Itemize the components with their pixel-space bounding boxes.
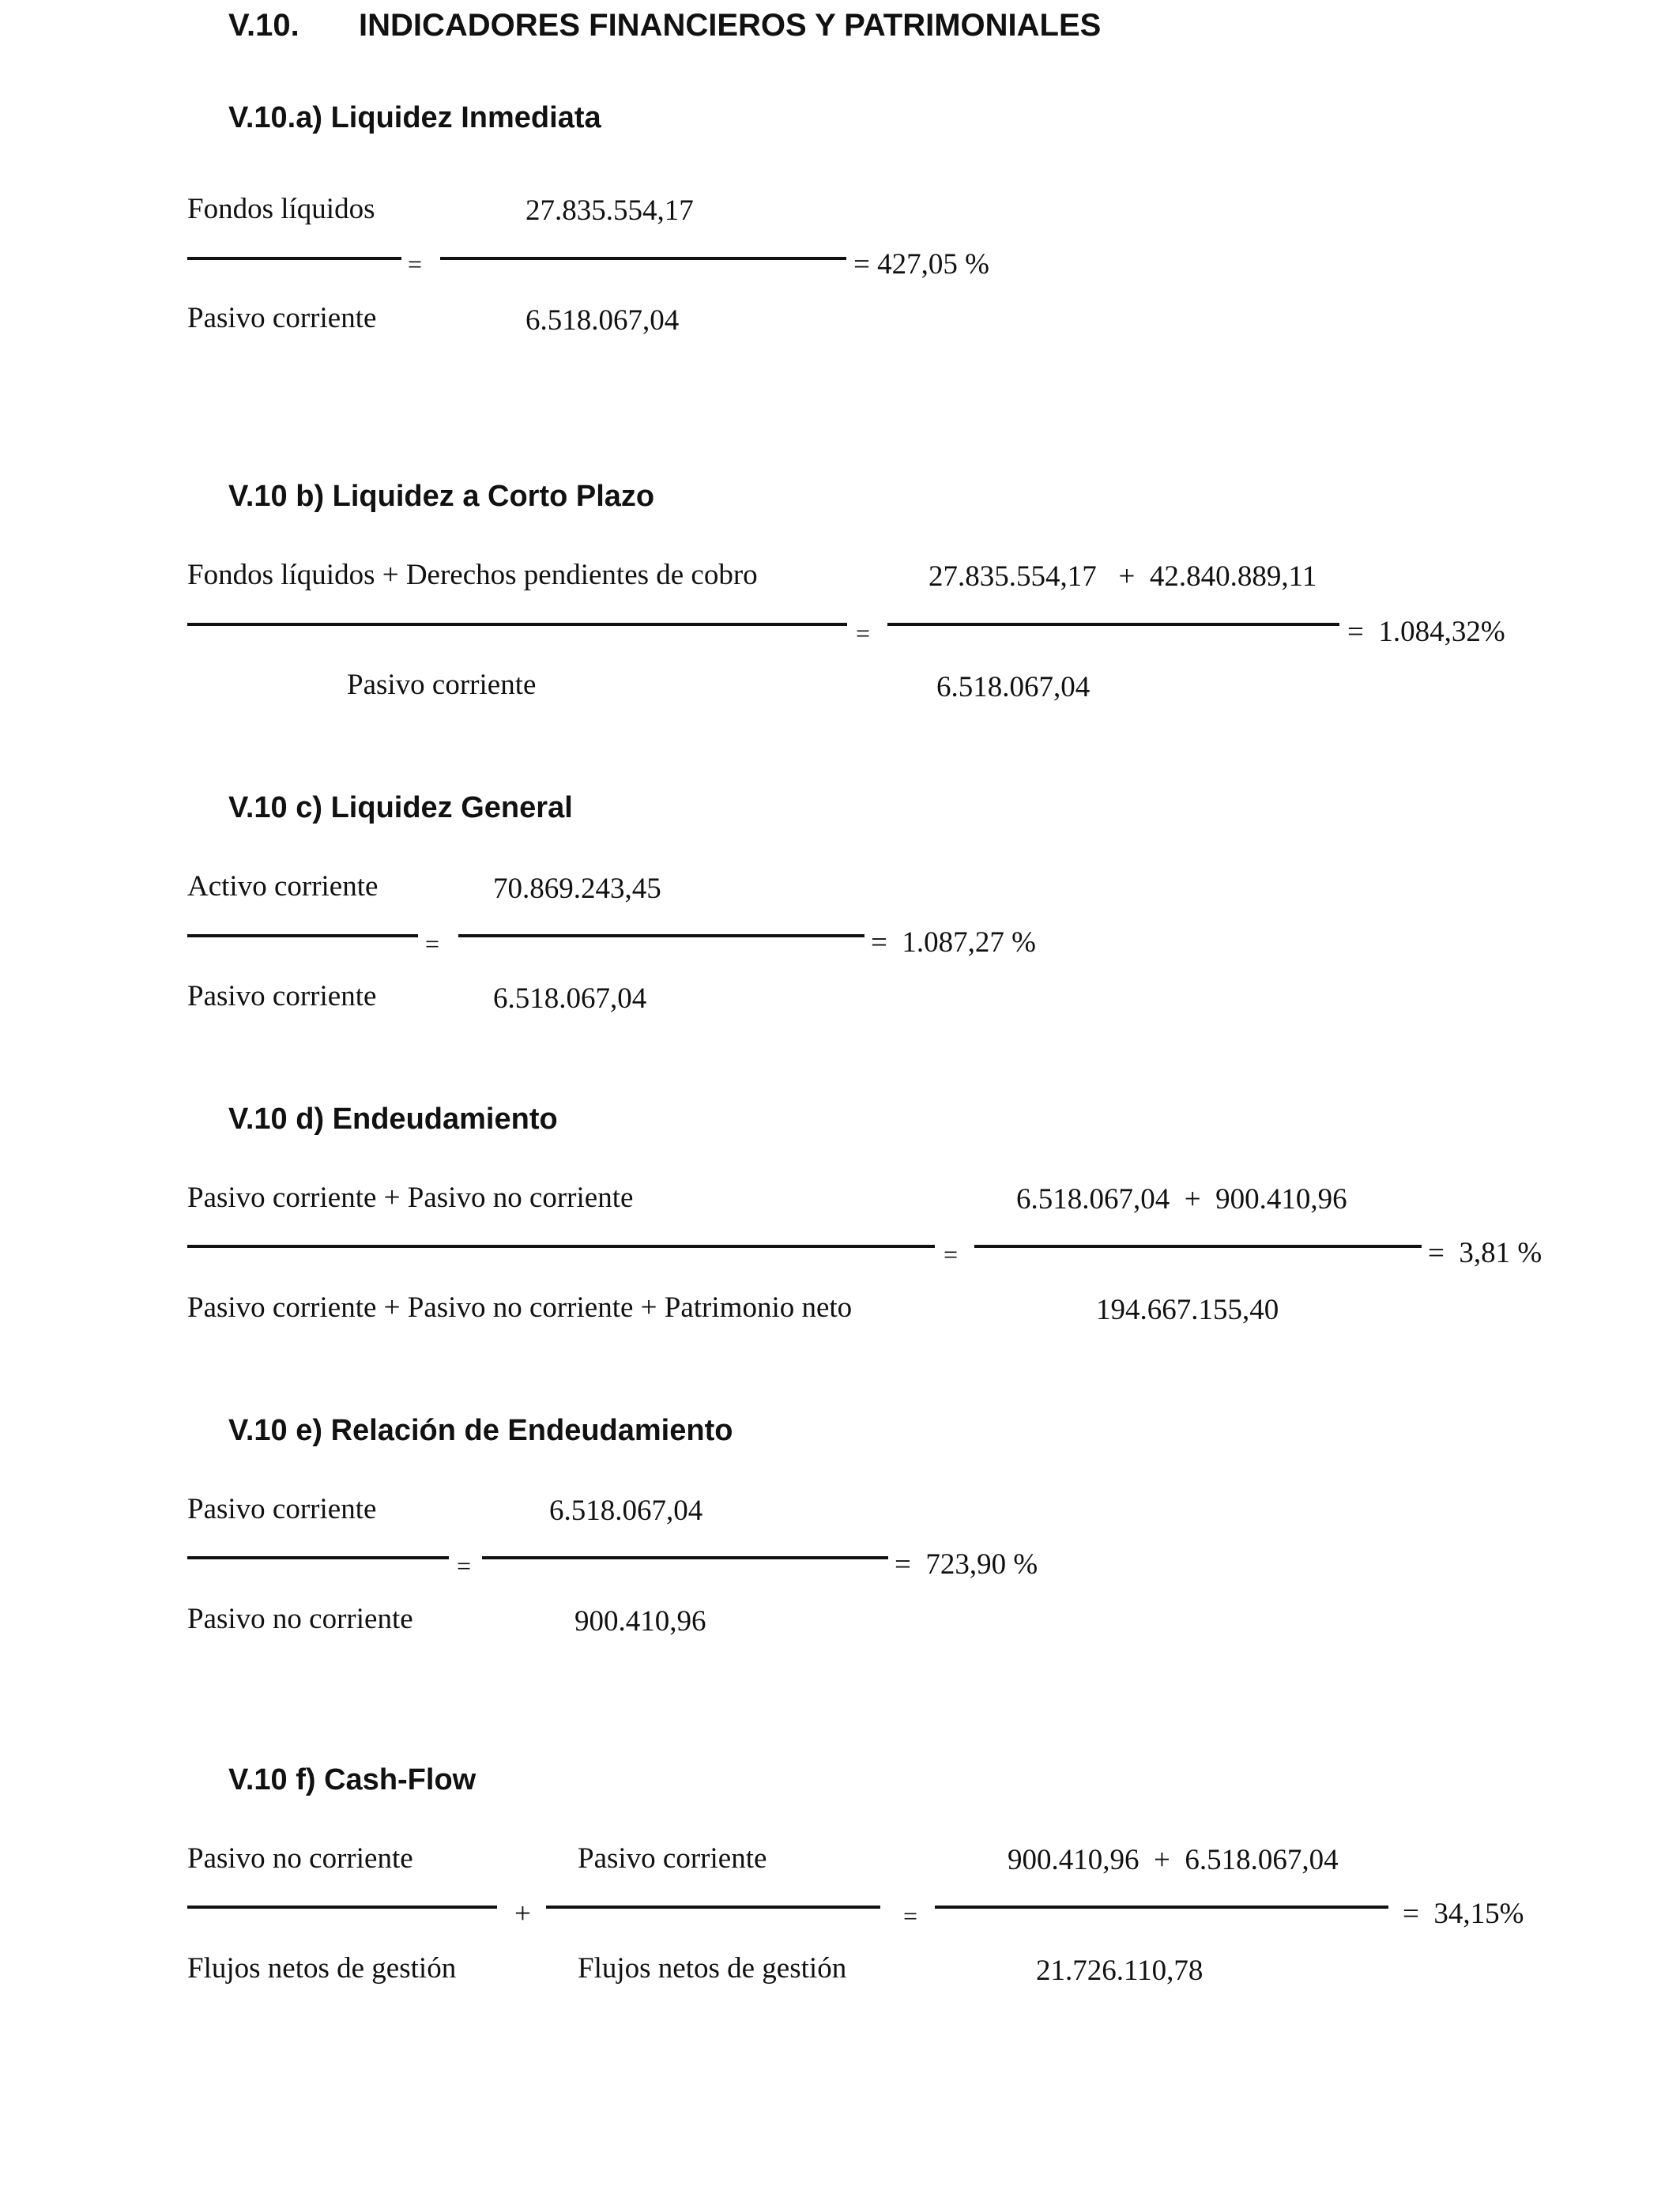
- numerator-value-b: 27.835.554,17 + 42.840.889,11: [929, 560, 1317, 593]
- fraction-line-label-a: [187, 257, 401, 260]
- denominator-value-e: 900.410,96: [574, 1605, 706, 1638]
- result-a: = 427,05 %: [853, 248, 989, 281]
- numerator-label-c: Activo corriente: [187, 870, 379, 903]
- numerator-label-b: Fondos líquidos + Derechos pendientes de cobro: [187, 559, 758, 591]
- section-number: V.10.: [228, 8, 299, 43]
- denominator-value-b: 6.518.067,04: [936, 671, 1090, 703]
- heading-f: V.10 f) Cash-Flow: [228, 1763, 477, 1796]
- denominator-value-c: 6.518.067,04: [493, 982, 647, 1015]
- denominator-label-d: Pasivo corriente + Pasivo no corriente + Patrimonio neto: [187, 1291, 853, 1324]
- numerator-value-e: 6.518.067,04: [549, 1495, 703, 1527]
- heading-a: V.10.a) Liquidez Inmediata: [228, 101, 601, 134]
- denominator-value-d: 194.667.155,40: [1096, 1294, 1279, 1326]
- equals-f: =: [903, 1902, 918, 1930]
- fraction-line-value-d: [974, 1245, 1422, 1248]
- equals-d: =: [944, 1240, 959, 1269]
- heading-d: V.10 d) Endeudamiento: [228, 1103, 558, 1136]
- fraction-line-value-f: [935, 1906, 1388, 1909]
- result-d: = 3,81 %: [1428, 1237, 1543, 1269]
- denominator-label-c: Pasivo corriente: [187, 980, 377, 1012]
- numerator-value-f: 900.410,96 + 6.518.067,04: [1008, 1844, 1339, 1876]
- equals-b: =: [856, 619, 871, 647]
- fraction-line-value-e: [482, 1556, 888, 1559]
- denominator-label-a: Pasivo corriente: [187, 302, 377, 334]
- heading-b: V.10 b) Liquidez a Corto Plazo: [228, 480, 655, 513]
- numerator-value-d: 6.518.067,04 + 900.410,96: [1016, 1183, 1347, 1216]
- result-f: = 34,15%: [1403, 1898, 1524, 1930]
- equals-a: =: [408, 250, 423, 278]
- fraction-line-value-c: [458, 934, 864, 937]
- result-c: = 1.087,27 %: [871, 926, 1036, 959]
- fraction-line-label-d: [187, 1245, 935, 1248]
- numerator-value-c: 70.869.243,45: [493, 873, 661, 905]
- fraction-line-label-f2: [546, 1906, 880, 1909]
- numerator-label-d: Pasivo corriente + Pasivo no corriente: [187, 1182, 634, 1214]
- denominator-label-f1: Flujos netos de gestión: [187, 1952, 457, 1985]
- equals-c: =: [425, 929, 440, 958]
- denominator-value-f: 21.726.110,78: [1036, 1955, 1203, 1987]
- numerator-label-f1: Pasivo no corriente: [187, 1842, 413, 1875]
- numerator-value-a: 27.835.554,17: [525, 194, 694, 227]
- numerator-label-f2: Pasivo corriente: [578, 1842, 767, 1875]
- numerator-label-a: Fondos líquidos: [187, 193, 375, 225]
- plus-f: +: [514, 1898, 531, 1930]
- denominator-label-f2: Flujos netos de gestión: [578, 1952, 847, 1985]
- fraction-line-value-a: [440, 257, 846, 260]
- denominator-label-e: Pasivo no corriente: [187, 1603, 413, 1635]
- fraction-line-label-f1: [187, 1906, 497, 1909]
- heading-e: V.10 e) Relación de Endeudamiento: [228, 1414, 733, 1447]
- denominator-value-a: 6.518.067,04: [525, 304, 680, 337]
- denominator-label-b: Pasivo corriente: [347, 669, 537, 701]
- heading-c: V.10 c) Liquidez General: [228, 791, 573, 824]
- equals-e: =: [457, 1551, 472, 1580]
- fraction-line-value-b: [887, 623, 1339, 626]
- fraction-line-label-b: [187, 623, 847, 626]
- result-b: = 1.084,32%: [1347, 616, 1505, 648]
- fraction-line-label-c: [187, 934, 418, 937]
- section-title: INDICADORES FINANCIEROS Y PATRIMONIALES: [359, 8, 1102, 43]
- numerator-label-e: Pasivo corriente: [187, 1493, 377, 1525]
- result-e: = 723,90 %: [895, 1548, 1038, 1581]
- fraction-line-label-e: [187, 1556, 449, 1559]
